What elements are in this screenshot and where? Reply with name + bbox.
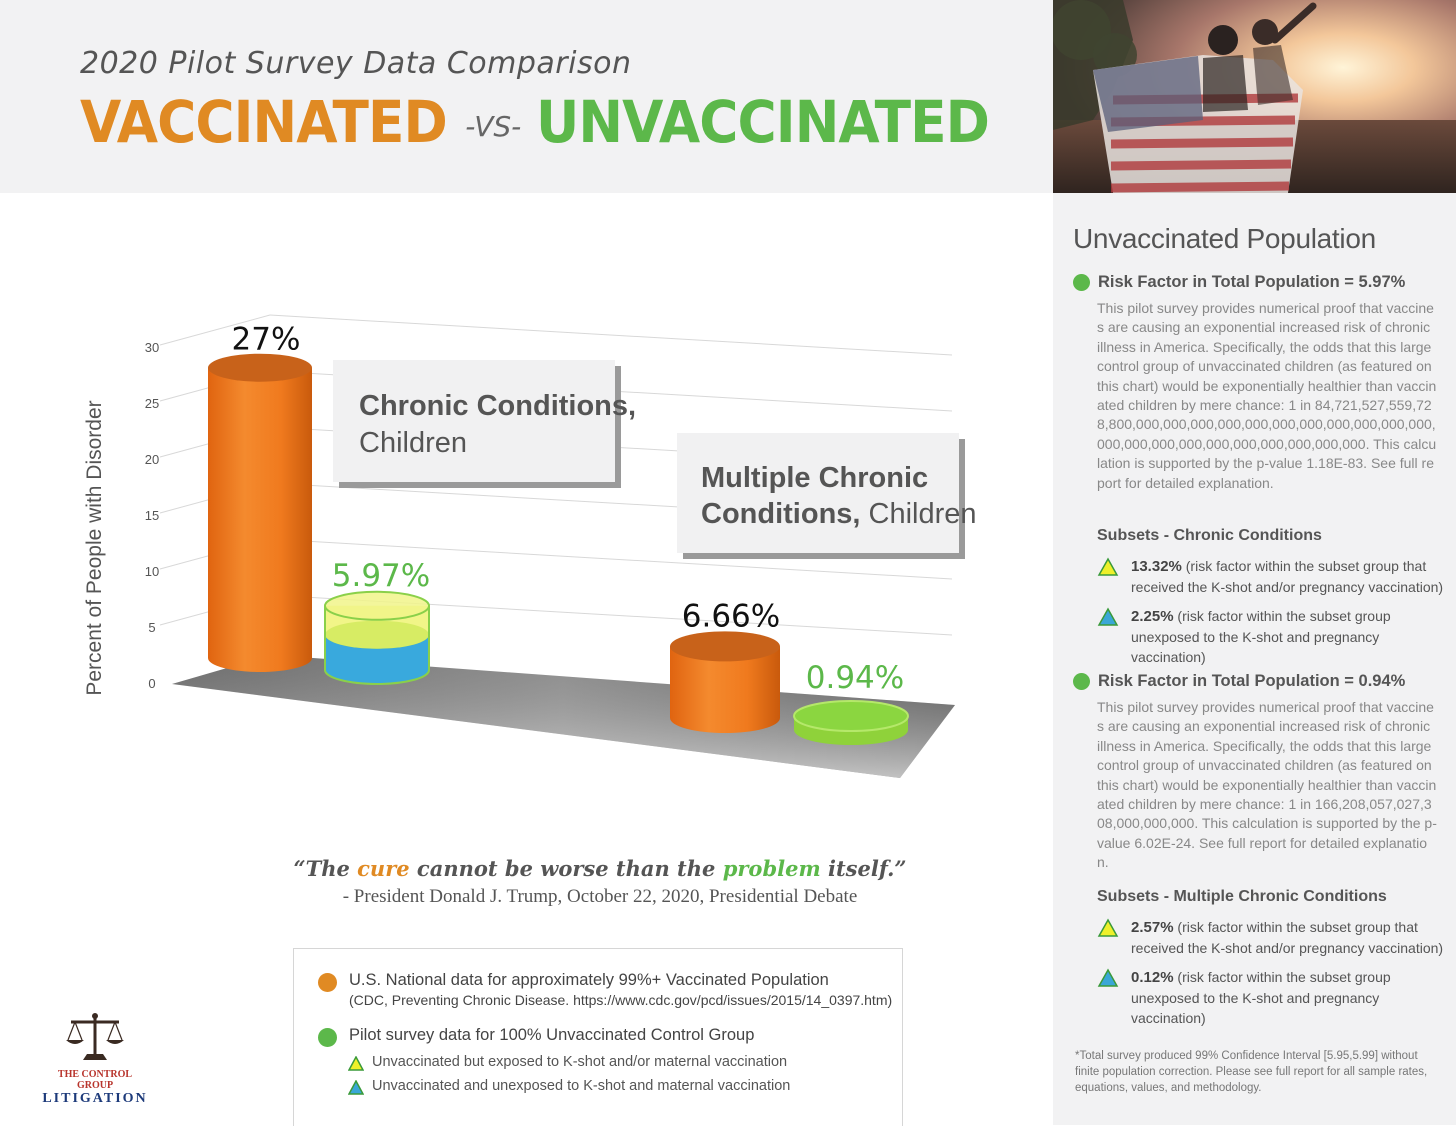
quote-attribution: - President Donald J. Trump, October 22, 2020, Presidential Debate	[342, 886, 858, 907]
legend-exposed-text: Unvaccinated but exposed to K-shot and/or maternal vaccination	[372, 1054, 788, 1070]
risk-factor-2-paragraph: This pilot survey provides numerical proof that vaccines are causing an exponential increased risk of chronic illness in America. Specifically, the odds that this large control group of unvaccinated children (as featured on this chart) would be exponentially healthier than vaccinated children by mere chance: 1 in 166,208,057,027,308,000,000,000. This calculation is supported by the p-value 6.02E-24. See full report for detailed explanation.	[1097, 699, 1437, 871]
subset-chronic-unexposed-text: (risk factor within the subset group unexposed to the K-shot and pregnancy vaccination)	[1131, 608, 1391, 665]
logo-line2: LITIGATION	[42, 1091, 148, 1106]
green-dot-icon	[1073, 274, 1090, 291]
subset-chronic-exposed-text: (risk factor within the subset group that received the K-shot and/or pregnancy vaccination)	[1131, 558, 1444, 595]
y-tick-label: 20	[144, 452, 160, 467]
header-band	[0, 0, 1053, 193]
subset-chronic-exposed	[1097, 556, 1447, 597]
blue-triangle-icon	[1097, 607, 1119, 627]
quote-post: itself.”	[820, 856, 907, 881]
legend-unexposed-text: Unvaccinated and unexposed to K-shot and maternal vaccination	[372, 1078, 791, 1094]
subset-multiple-unexposed	[1097, 967, 1447, 1028]
data-label-vaccinated-chronic: 27%	[231, 321, 301, 358]
title-vaccinated: VACCINATED	[80, 88, 447, 156]
legend-vaccinated	[318, 971, 892, 1008]
quote-cure: cure	[357, 856, 410, 881]
category-label-text	[701, 498, 977, 530]
green-dot-icon	[318, 1028, 337, 1047]
children-flag-photo	[1053, 0, 1456, 193]
category-label-multiple	[677, 433, 977, 559]
data-label-unvaccinated-multiple: 0.94%	[805, 660, 905, 696]
orange-dot-icon	[318, 973, 337, 992]
y-axis-ticks	[145, 340, 159, 691]
sidebar	[1053, 193, 1456, 1125]
header-subtitle: 2020 Pilot Survey Data Comparison	[80, 46, 632, 81]
subset-chronic-unexposed	[1097, 606, 1447, 667]
trump-quote	[0, 856, 1200, 881]
blue-triangle-icon	[1097, 968, 1119, 988]
y-tick-label: 25	[144, 396, 160, 411]
risk-factor-1-paragraph: This pilot survey provides numerical proof that vaccines are causing an exponential increased risk of chronic illness in America. Specifically, the odds that this large control group of unvaccinated children (as featured on this chart) would be exponentially healthier than vaccinated children by mere chance: 1 in 84,721,527,559,728,800,000,000,000,000,000,000,000,000,000,000,000,000,000,000,000,000,000,000,000,000,000. This calculation is supported by the p-value 1.18E-83. See full report for detailed explanation.	[1097, 300, 1437, 491]
legend-unvaccinated	[318, 1026, 754, 1047]
bar-body	[208, 368, 312, 672]
category-label-text: Chronic Conditions,	[359, 390, 637, 422]
sidebar-title: Unvaccinated Population	[1073, 223, 1376, 254]
subsets-multiple-heading: Subsets - Multiple Chronic Conditions	[1097, 888, 1387, 905]
y-tick-label: 5	[148, 620, 156, 635]
subset-multiple-exposed-text: (risk factor within the subset group that received the K-shot and/or pregnancy vaccination)	[1131, 919, 1444, 956]
subset-chronic-unexposed-pct: 2.25%	[1131, 608, 1174, 625]
category-label-normal: Children	[868, 498, 977, 530]
bar-chart	[0, 193, 1050, 843]
yellow-triangle-icon	[1097, 557, 1119, 577]
chart-legend	[293, 948, 903, 1126]
risk-factor-2	[1073, 672, 1405, 691]
green-dot-icon	[1073, 673, 1090, 690]
y-tick-label: 0	[148, 676, 156, 691]
category-label-chronic	[333, 360, 636, 488]
footnote: *Total survey produced 99% Confidence Interval [5.95,5.99] without finite population correction. Please see full report for all sample rates, equations, values, and methodology.	[1075, 1050, 1428, 1094]
category-label-bold: Conditions,	[701, 498, 869, 530]
control-group-logo	[40, 1010, 150, 1107]
data-label-unvaccinated-chronic: 5.97%	[331, 557, 431, 594]
bar-unvaccinated-chronic	[325, 592, 429, 684]
bar-unvaccinated-multiple	[794, 701, 908, 745]
blue-triangle-icon	[348, 1080, 364, 1095]
data-label-vaccinated-multiple: 6.66%	[681, 598, 781, 635]
title-unvaccinated: UNVACCINATED	[535, 88, 989, 156]
bar-top	[325, 592, 429, 620]
subset-multiple-exposed-pct: 2.57%	[1131, 919, 1174, 936]
legend-exposed	[348, 1054, 787, 1071]
legend-unvaccinated-main: Pilot survey data for 100% Unvaccinated Control Group	[349, 1026, 755, 1044]
subset-multiple-unexposed-text: (risk factor within the subset group unexposed to the K-shot and pregnancy vaccination)	[1131, 969, 1391, 1026]
bar-top	[670, 631, 780, 661]
y-tick-label: 15	[144, 508, 160, 523]
subset-chronic-exposed-pct: 13.32%	[1131, 558, 1182, 575]
subset-multiple-unexposed-pct: 0.12%	[1131, 969, 1174, 986]
yellow-triangle-icon	[1097, 918, 1119, 938]
bar-top	[794, 701, 908, 731]
y-axis-label: Percent of People with Disorder	[83, 400, 106, 696]
y-tick-label: 10	[144, 564, 160, 579]
quote-mid: cannot be worse than the	[409, 856, 723, 881]
quote-problem: problem	[722, 856, 821, 881]
header-title	[80, 88, 1028, 156]
category-label-text: Multiple Chronic	[701, 462, 929, 494]
y-tick-label: 30	[144, 340, 160, 355]
subsets-chronic-heading: Subsets - Chronic Conditions	[1097, 527, 1322, 544]
risk-factor-1-text: Risk Factor in Total Population = 5.97%	[1098, 273, 1406, 291]
category-label-text: Children	[359, 427, 467, 459]
bar-vaccinated-chronic	[208, 354, 312, 672]
scales-of-justice-icon	[65, 1010, 125, 1062]
quote-pre: “The	[293, 856, 358, 881]
legend-vaccinated-main: U.S. National data for approximately 99%+ Vaccinated Population	[349, 971, 829, 989]
legend-unexposed	[348, 1078, 790, 1095]
subset-multiple-exposed	[1097, 917, 1447, 958]
logo-line1: THE CONTROL GROUP	[57, 1069, 133, 1091]
yellow-triangle-icon	[348, 1056, 364, 1071]
bar-top	[208, 354, 312, 382]
risk-factor-1	[1073, 273, 1405, 292]
title-vs: -VS-	[465, 110, 522, 143]
grid-line	[270, 315, 952, 355]
bar-vaccinated-multiple	[670, 631, 780, 733]
legend-vaccinated-source: (CDC, Preventing Chronic Disease. https://www.cdc.gov/pcd/issues/2015/14_0397.htm)	[349, 992, 893, 1008]
risk-factor-2-text: Risk Factor in Total Population = 0.94%	[1098, 672, 1406, 690]
